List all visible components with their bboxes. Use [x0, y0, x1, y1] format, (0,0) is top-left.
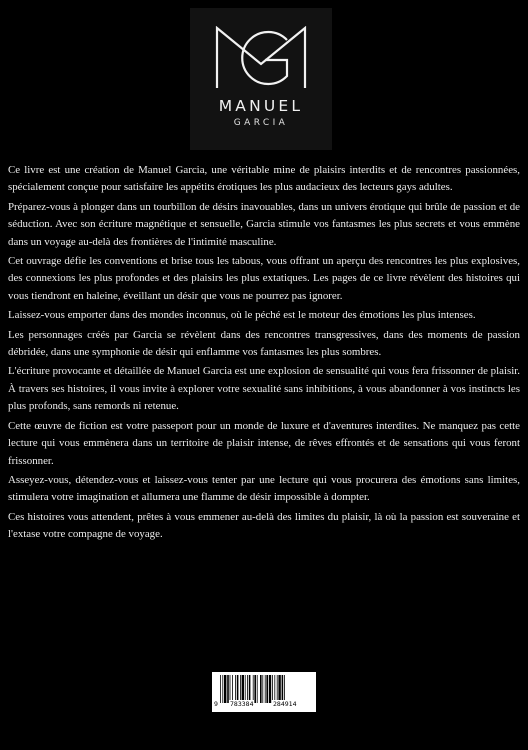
barcode-digits — [212, 700, 316, 710]
logo-name: MANUEL — [218, 97, 304, 115]
back-cover-text — [8, 162, 520, 546]
paragraph: Ces histoires vous attendent, prêtes à vous emmener au-delà des limites du plaisir, là où la passion est souveraine et l'extase votre compagne de voyage. — [8, 510, 520, 541]
author-logo — [190, 8, 332, 150]
paragraph: L'écriture provocante et détaillée de Manuel Garcia est une explosion de sensualité qui vous fera frissonner de plaisir. À travers ses histoires, il vous invite à explorer votre sexualité sans inhibitions, à vous abandonner à vos instincts les plus profonds, sans remords ni retenue. — [8, 365, 520, 413]
barcode-digit-lead: 9 — [214, 700, 218, 708]
paragraph: Préparez-vous à plonger dans un tourbillon de désirs inavouables, dans un univers érotique qui brûle de passion et de séduction. Avec son écriture magnétique et sensuelle, Garcia stimule vos fantasmes les plus secrets et vous emmène dans un voyage au-delà des frontières de l'intimité masculine. — [8, 200, 520, 248]
paragraph: Asseyez-vous, détendez-vous et laissez-vous tenter par une lecture qui vous procurera des émotions sans limites, stimulera votre imagination et allumera une flamme de désir impossible à dompter. — [8, 473, 520, 504]
paragraph: Cette œuvre de fiction est votre passeport pour un monde de luxure et d'aventures interdites. Ne manquez pas cette lecture qui vous emmènera dans un territoire de plaisir intense, de rêves effrontés et de sensations qui vous feront frissonner. — [8, 419, 520, 467]
paragraph: Laissez-vous emporter dans des mondes inconnus, où le péché est le moteur des émotions les plus intenses. — [8, 309, 476, 322]
paragraph: Les personnages créés par Garcia se révèlent dans des rencontres transgressives, dans des moments de passion débridée, dans une symphonie de désir qui enflamme vos fantasmes les plus sombres. — [8, 328, 520, 359]
paragraph: Cet ouvrage défie les conventions et brise tous les tabous, vous offrant un aperçu des rencontres les plus explosives, des connexions les plus profondes et des plaisirs les plus extatiques. Les pages de ce livre révèlent des histoires qui vous tiendront en haleine, éveillant un désir que vous ne pourrez pas ignorer. — [8, 255, 520, 302]
isbn-barcode — [212, 672, 316, 712]
barcode-digits-right: 284914 — [273, 700, 297, 708]
logo-subname: GARCIA — [233, 118, 289, 128]
mg-monogram-icon — [215, 26, 307, 90]
paragraph: Ce livre est une création de Manuel Garcia, une véritable mine de plaisirs interdits et de rencontres passionnées, spécialement conçue pour satisfaire les appétits érotiques les plus audacieux des lecteurs gays adultes. — [8, 164, 520, 194]
barcode-digits-left: 783384 — [230, 700, 254, 708]
